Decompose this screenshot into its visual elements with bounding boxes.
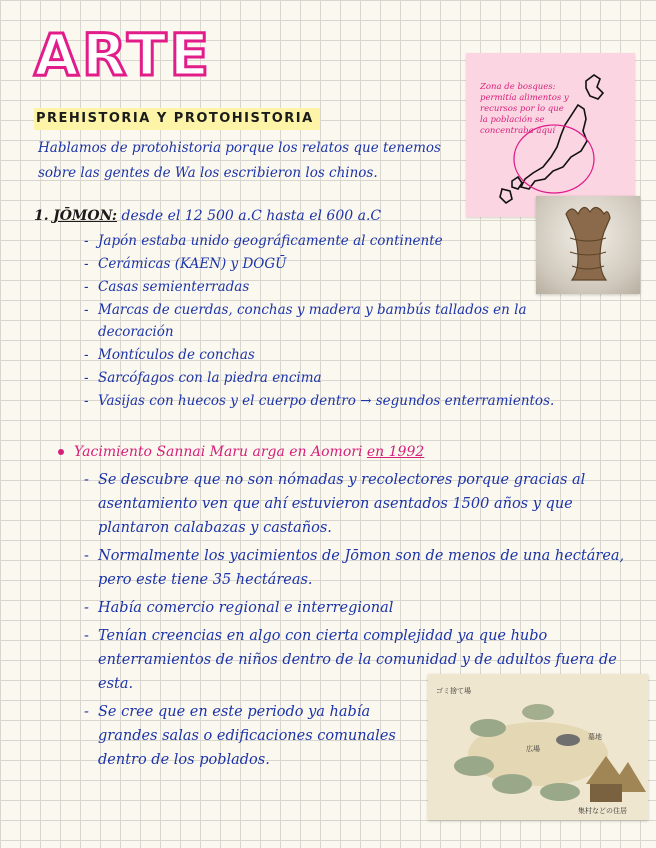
bullet-icon <box>58 449 64 455</box>
list-item: - Normalmente los yacimientos de Jōmon son de menos de una hectárea, pero este tiene 35 hectáreas. <box>84 544 630 592</box>
list-item: - Montículos de conchas <box>84 344 584 366</box>
pottery-icon <box>536 196 640 294</box>
yacimiento-date: en 1992 <box>366 444 425 460</box>
section-heading-jomon <box>34 205 381 227</box>
section-period: desde el 12 500 a.C hasta el 600 a.C <box>121 208 382 224</box>
section-name: JŌMON: <box>53 208 118 224</box>
list-item: - Se cree que en este periodo ya había grandes salas o edificaciones comunales dentro de los poblados. <box>84 700 418 772</box>
village-label-top-left: ゴミ捨て場 <box>436 687 471 695</box>
yacimiento-title: Yacimiento Sannai Maru arga en Aomori <box>74 444 363 460</box>
village-label-right: 墓地 <box>588 733 602 741</box>
intro-paragraph: Hablamos de protohistoria porque los relatos que tenemos sobre las gentes de Wa los escribieron los chinos. <box>38 140 441 181</box>
map-note-text: Zona de bosques: permitía alimentos y recursos por lo que la población se concentraba aquí <box>480 82 569 136</box>
list-item: - Marcas de cuerdas, conchas y madera y bambús tallados en la decoración <box>84 299 584 343</box>
list-item: - Vasijas con huecos y el cuerpo dentro → segundos enterramientos. <box>84 390 584 412</box>
list-item: - Tenían creencias en algo con cierta complejidad ya que hubo enterramientos de niños dentro de la comunidad y de adultos fuera de esta. <box>84 624 630 696</box>
list-item: - Se descubre que no son nómadas y recolectores porque gracias al asentamiento ven que ahí estuvieron asentados 1500 años y que plantaron calabazas y castaños. <box>84 468 630 540</box>
jomon-list <box>84 230 584 413</box>
list-item: - Casas semienterradas <box>84 276 584 298</box>
list-item: - Cerámicas (KAEN) y DOGŪ <box>84 253 584 275</box>
village-label-center: 広場 <box>526 745 540 753</box>
yacimiento-heading <box>58 441 424 463</box>
list-item: - Japón estaba unido geográficamente al continente <box>84 230 584 252</box>
section-number: 1. <box>34 208 49 224</box>
list-item: - Había comercio regional e interregional <box>84 596 630 620</box>
village-illustration <box>428 674 648 820</box>
village-label-bottom-right: 集村などの住居 <box>578 807 627 815</box>
list-item: - Sarcófagos con la piedra encima <box>84 367 584 389</box>
jomon-pottery-image <box>536 196 640 294</box>
section-subtitle: PREHISTORIA Y PROTOHISTORIA <box>34 108 320 130</box>
page-title: ARTE <box>34 21 213 89</box>
